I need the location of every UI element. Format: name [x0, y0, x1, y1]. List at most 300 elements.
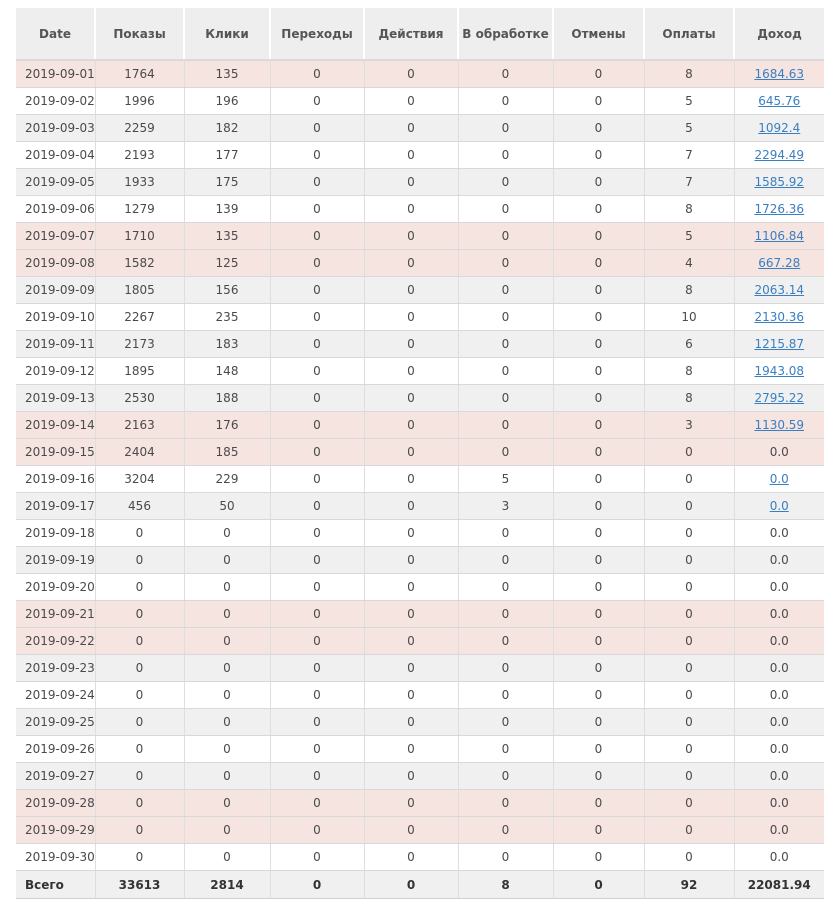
cancels-cell: 0 [553, 385, 644, 412]
income-link[interactable]: 667.28 [758, 256, 801, 270]
income-link[interactable]: 2130.36 [754, 310, 805, 324]
processing-cell: 0 [458, 277, 553, 304]
payments-cell: 0 [644, 790, 734, 817]
actions-cell: 0 [364, 250, 458, 277]
processing-cell: 0 [458, 60, 553, 88]
payments-cell: 5 [644, 88, 734, 115]
clicks-cell: 0 [184, 601, 270, 628]
cancels-cell: 0 [553, 628, 644, 655]
actions-cell: 0 [364, 88, 458, 115]
actions-cell: 0 [364, 277, 458, 304]
income-cell [734, 223, 824, 250]
payments-cell: 0 [644, 844, 734, 871]
date-cell: 2019-09-21 [16, 601, 95, 628]
income-value: 0.0 [769, 580, 789, 594]
column-header-actions[interactable]: Действия [364, 8, 458, 60]
income-cell [734, 466, 824, 493]
actions-cell: 0 [364, 412, 458, 439]
income-link[interactable]: 2063.14 [754, 283, 805, 297]
table-row [16, 655, 824, 682]
actions-cell: 0 [364, 547, 458, 574]
payments-cell: 0 [644, 682, 734, 709]
total-cancels: 0 [553, 871, 644, 899]
transitions-cell: 0 [270, 493, 364, 520]
date-cell: 2019-09-03 [16, 115, 95, 142]
payments-cell: 8 [644, 385, 734, 412]
date-cell: 2019-09-29 [16, 817, 95, 844]
date-cell: 2019-09-28 [16, 790, 95, 817]
income-link[interactable]: 1215.87 [754, 337, 805, 351]
processing-cell: 0 [458, 790, 553, 817]
daily-stats-table [16, 8, 824, 899]
transitions-cell: 0 [270, 115, 364, 142]
impressions-cell: 0 [95, 709, 184, 736]
table-row [16, 790, 824, 817]
column-header-clicks[interactable]: Клики [184, 8, 270, 60]
income-cell [734, 844, 824, 871]
processing-cell: 0 [458, 196, 553, 223]
income-link[interactable]: 1130.59 [754, 418, 805, 432]
clicks-cell: 175 [184, 169, 270, 196]
processing-cell: 3 [458, 493, 553, 520]
income-cell [734, 817, 824, 844]
clicks-cell: 0 [184, 790, 270, 817]
payments-cell: 0 [644, 547, 734, 574]
processing-cell: 0 [458, 439, 553, 466]
actions-cell: 0 [364, 682, 458, 709]
date-cell: 2019-09-08 [16, 250, 95, 277]
clicks-cell: 235 [184, 304, 270, 331]
table-row [16, 60, 824, 88]
table-row [16, 628, 824, 655]
impressions-cell: 2193 [95, 142, 184, 169]
income-cell [734, 763, 824, 790]
processing-cell: 0 [458, 331, 553, 358]
income-cell [734, 60, 824, 88]
actions-cell: 0 [364, 304, 458, 331]
income-value: 0.0 [769, 796, 789, 810]
actions-cell: 0 [364, 331, 458, 358]
impressions-cell: 3204 [95, 466, 184, 493]
income-link[interactable]: 0.0 [769, 472, 789, 486]
income-cell [734, 169, 824, 196]
clicks-cell: 0 [184, 844, 270, 871]
impressions-cell: 1764 [95, 60, 184, 88]
income-cell [734, 142, 824, 169]
table-body [16, 60, 824, 899]
actions-cell: 0 [364, 736, 458, 763]
actions-cell: 0 [364, 142, 458, 169]
cancels-cell: 0 [553, 844, 644, 871]
impressions-cell: 0 [95, 628, 184, 655]
income-link[interactable]: 1092.4 [758, 121, 801, 135]
date-cell: 2019-09-24 [16, 682, 95, 709]
actions-cell: 0 [364, 790, 458, 817]
income-cell [734, 250, 824, 277]
transitions-cell: 0 [270, 520, 364, 547]
transitions-cell: 0 [270, 682, 364, 709]
table-row [16, 223, 824, 250]
impressions-cell: 2267 [95, 304, 184, 331]
impressions-cell: 0 [95, 601, 184, 628]
income-cell [734, 493, 824, 520]
transitions-cell: 0 [270, 547, 364, 574]
processing-cell: 0 [458, 385, 553, 412]
impressions-cell: 0 [95, 817, 184, 844]
income-link[interactable]: 1585.92 [754, 175, 805, 189]
processing-cell: 0 [458, 682, 553, 709]
table-row [16, 169, 824, 196]
column-header-date[interactable]: Date [16, 8, 95, 60]
impressions-cell: 0 [95, 547, 184, 574]
cancels-cell: 0 [553, 142, 644, 169]
impressions-cell: 1279 [95, 196, 184, 223]
processing-cell: 0 [458, 142, 553, 169]
date-cell: 2019-09-09 [16, 277, 95, 304]
processing-cell: 0 [458, 412, 553, 439]
table-row [16, 358, 824, 385]
payments-cell: 0 [644, 763, 734, 790]
actions-cell: 0 [364, 439, 458, 466]
impressions-cell: 1895 [95, 358, 184, 385]
income-cell [734, 547, 824, 574]
transitions-cell: 0 [270, 169, 364, 196]
cancels-cell: 0 [553, 736, 644, 763]
date-cell: 2019-09-07 [16, 223, 95, 250]
impressions-cell: 0 [95, 763, 184, 790]
cancels-cell: 0 [553, 655, 644, 682]
income-value: 0.0 [769, 445, 789, 459]
processing-cell: 0 [458, 115, 553, 142]
table-row [16, 709, 824, 736]
income-link[interactable]: 2795.22 [754, 391, 805, 405]
date-cell: 2019-09-30 [16, 844, 95, 871]
date-cell: 2019-09-14 [16, 412, 95, 439]
total-processing: 8 [458, 871, 553, 899]
payments-cell: 8 [644, 196, 734, 223]
payments-cell: 8 [644, 60, 734, 88]
date-cell: 2019-09-02 [16, 88, 95, 115]
date-cell: 2019-09-06 [16, 196, 95, 223]
payments-cell: 5 [644, 115, 734, 142]
date-cell: 2019-09-15 [16, 439, 95, 466]
table-row [16, 115, 824, 142]
payments-cell: 0 [644, 601, 734, 628]
payments-cell: 6 [644, 331, 734, 358]
payments-cell: 0 [644, 493, 734, 520]
payments-cell: 3 [644, 412, 734, 439]
clicks-cell: 0 [184, 736, 270, 763]
impressions-cell: 2163 [95, 412, 184, 439]
transitions-cell: 0 [270, 331, 364, 358]
transitions-cell: 0 [270, 277, 364, 304]
processing-cell: 0 [458, 844, 553, 871]
processing-cell: 0 [458, 817, 553, 844]
processing-cell: 0 [458, 88, 553, 115]
payments-cell: 8 [644, 277, 734, 304]
stats-table-container [16, 8, 824, 899]
impressions-cell: 0 [95, 844, 184, 871]
payments-cell: 7 [644, 142, 734, 169]
transitions-cell: 0 [270, 358, 364, 385]
cancels-cell: 0 [553, 223, 644, 250]
payments-cell: 0 [644, 439, 734, 466]
table-row [16, 763, 824, 790]
column-header-impressions[interactable]: Показы [95, 8, 184, 60]
payments-cell: 4 [644, 250, 734, 277]
total-row [16, 871, 824, 899]
actions-cell: 0 [364, 385, 458, 412]
table-row [16, 439, 824, 466]
impressions-cell: 1933 [95, 169, 184, 196]
transitions-cell: 0 [270, 628, 364, 655]
table-row [16, 250, 824, 277]
transitions-cell: 0 [270, 655, 364, 682]
income-value: 0.0 [769, 850, 789, 864]
cancels-cell: 0 [553, 763, 644, 790]
clicks-cell: 176 [184, 412, 270, 439]
impressions-cell: 1805 [95, 277, 184, 304]
column-header-income[interactable]: Доход [734, 8, 824, 60]
processing-cell: 0 [458, 628, 553, 655]
table-row [16, 682, 824, 709]
processing-cell: 0 [458, 547, 553, 574]
clicks-cell: 148 [184, 358, 270, 385]
income-cell [734, 358, 824, 385]
column-header-transitions[interactable]: Переходы [270, 8, 364, 60]
total-label: Всего [16, 871, 95, 899]
income-cell [734, 655, 824, 682]
cancels-cell: 0 [553, 574, 644, 601]
date-cell: 2019-09-22 [16, 628, 95, 655]
processing-cell: 0 [458, 601, 553, 628]
cancels-cell: 0 [553, 60, 644, 88]
transitions-cell: 0 [270, 736, 364, 763]
impressions-cell: 0 [95, 520, 184, 547]
table-row [16, 304, 824, 331]
income-value: 0.0 [769, 607, 789, 621]
clicks-cell: 229 [184, 466, 270, 493]
payments-cell: 0 [644, 628, 734, 655]
date-cell: 2019-09-18 [16, 520, 95, 547]
total-actions: 0 [364, 871, 458, 899]
transitions-cell: 0 [270, 817, 364, 844]
transitions-cell: 0 [270, 601, 364, 628]
impressions-cell: 1582 [95, 250, 184, 277]
total-impressions: 33613 [95, 871, 184, 899]
income-cell [734, 709, 824, 736]
cancels-cell: 0 [553, 250, 644, 277]
transitions-cell: 0 [270, 439, 364, 466]
income-cell [734, 196, 824, 223]
income-cell [734, 412, 824, 439]
actions-cell: 0 [364, 60, 458, 88]
processing-cell: 0 [458, 709, 553, 736]
impressions-cell: 0 [95, 655, 184, 682]
cancels-cell: 0 [553, 493, 644, 520]
income-cell [734, 115, 824, 142]
income-value: 0.0 [769, 715, 789, 729]
income-cell [734, 736, 824, 763]
cancels-cell: 0 [553, 709, 644, 736]
column-header-cancels[interactable]: Отмены [553, 8, 644, 60]
payments-cell: 7 [644, 169, 734, 196]
clicks-cell: 0 [184, 547, 270, 574]
actions-cell: 0 [364, 493, 458, 520]
date-cell: 2019-09-04 [16, 142, 95, 169]
impressions-cell: 0 [95, 790, 184, 817]
table-row [16, 817, 824, 844]
clicks-cell: 182 [184, 115, 270, 142]
impressions-cell: 2404 [95, 439, 184, 466]
payments-cell: 5 [644, 223, 734, 250]
processing-cell: 0 [458, 520, 553, 547]
date-cell: 2019-09-05 [16, 169, 95, 196]
transitions-cell: 0 [270, 709, 364, 736]
income-value: 0.0 [769, 553, 789, 567]
clicks-cell: 139 [184, 196, 270, 223]
actions-cell: 0 [364, 466, 458, 493]
clicks-cell: 0 [184, 628, 270, 655]
total-transitions: 0 [270, 871, 364, 899]
cancels-cell: 0 [553, 358, 644, 385]
cancels-cell: 0 [553, 601, 644, 628]
table-row [16, 196, 824, 223]
actions-cell: 0 [364, 520, 458, 547]
income-cell [734, 439, 824, 466]
actions-cell: 0 [364, 844, 458, 871]
income-link[interactable]: 2294.49 [754, 148, 805, 162]
column-header-processing[interactable]: В обработке [458, 8, 553, 60]
clicks-cell: 135 [184, 60, 270, 88]
processing-cell: 5 [458, 466, 553, 493]
payments-cell: 0 [644, 520, 734, 547]
payments-cell: 8 [644, 358, 734, 385]
clicks-cell: 156 [184, 277, 270, 304]
income-link[interactable]: 1726.36 [754, 202, 805, 216]
processing-cell: 0 [458, 763, 553, 790]
table-row [16, 493, 824, 520]
processing-cell: 0 [458, 250, 553, 277]
cancels-cell: 0 [553, 439, 644, 466]
income-link[interactable]: 1943.08 [754, 364, 805, 378]
date-cell: 2019-09-20 [16, 574, 95, 601]
impressions-cell: 2530 [95, 385, 184, 412]
transitions-cell: 0 [270, 60, 364, 88]
clicks-cell: 135 [184, 223, 270, 250]
table-row [16, 547, 824, 574]
cancels-cell: 0 [553, 169, 644, 196]
table-row [16, 466, 824, 493]
date-cell: 2019-09-13 [16, 385, 95, 412]
column-header-payments[interactable]: Оплаты [644, 8, 734, 60]
cancels-cell: 0 [553, 817, 644, 844]
processing-cell: 0 [458, 574, 553, 601]
cancels-cell: 0 [553, 412, 644, 439]
cancels-cell: 0 [553, 790, 644, 817]
date-cell: 2019-09-19 [16, 547, 95, 574]
processing-cell: 0 [458, 223, 553, 250]
income-value: 0.0 [769, 769, 789, 783]
date-cell: 2019-09-26 [16, 736, 95, 763]
payments-cell: 0 [644, 709, 734, 736]
table-row [16, 385, 824, 412]
impressions-cell: 0 [95, 574, 184, 601]
clicks-cell: 0 [184, 817, 270, 844]
income-link[interactable]: 1684.63 [754, 67, 805, 81]
actions-cell: 0 [364, 574, 458, 601]
transitions-cell: 0 [270, 196, 364, 223]
payments-cell: 0 [644, 817, 734, 844]
payments-cell: 0 [644, 466, 734, 493]
income-cell [734, 331, 824, 358]
table-row [16, 412, 824, 439]
income-cell [734, 790, 824, 817]
clicks-cell: 0 [184, 763, 270, 790]
date-cell: 2019-09-12 [16, 358, 95, 385]
payments-cell: 0 [644, 574, 734, 601]
cancels-cell: 0 [553, 331, 644, 358]
income-cell [734, 574, 824, 601]
processing-cell: 0 [458, 655, 553, 682]
transitions-cell: 0 [270, 574, 364, 601]
clicks-cell: 185 [184, 439, 270, 466]
table-row [16, 736, 824, 763]
clicks-cell: 177 [184, 142, 270, 169]
transitions-cell: 0 [270, 88, 364, 115]
impressions-cell: 0 [95, 736, 184, 763]
table-row [16, 601, 824, 628]
clicks-cell: 188 [184, 385, 270, 412]
income-link[interactable]: 645.76 [758, 94, 801, 108]
income-cell [734, 682, 824, 709]
total-clicks: 2814 [184, 871, 270, 899]
transitions-cell: 0 [270, 763, 364, 790]
payments-cell: 0 [644, 655, 734, 682]
table-header [16, 8, 824, 60]
income-value: 0.0 [769, 823, 789, 837]
income-cell [734, 520, 824, 547]
transitions-cell: 0 [270, 304, 364, 331]
impressions-cell: 2259 [95, 115, 184, 142]
income-link[interactable]: 0.0 [769, 499, 789, 513]
clicks-cell: 0 [184, 520, 270, 547]
actions-cell: 0 [364, 223, 458, 250]
impressions-cell: 456 [95, 493, 184, 520]
cancels-cell: 0 [553, 115, 644, 142]
impressions-cell: 1996 [95, 88, 184, 115]
income-cell [734, 601, 824, 628]
transitions-cell: 0 [270, 223, 364, 250]
actions-cell: 0 [364, 655, 458, 682]
actions-cell: 0 [364, 763, 458, 790]
total-income: 22081.94 [734, 871, 824, 899]
date-cell: 2019-09-11 [16, 331, 95, 358]
income-link[interactable]: 1106.84 [754, 229, 805, 243]
cancels-cell: 0 [553, 547, 644, 574]
table-row [16, 520, 824, 547]
table-row [16, 574, 824, 601]
date-cell: 2019-09-17 [16, 493, 95, 520]
processing-cell: 0 [458, 169, 553, 196]
cancels-cell: 0 [553, 304, 644, 331]
actions-cell: 0 [364, 358, 458, 385]
date-cell: 2019-09-16 [16, 466, 95, 493]
income-value: 0.0 [769, 634, 789, 648]
processing-cell: 0 [458, 736, 553, 763]
income-value: 0.0 [769, 742, 789, 756]
date-cell: 2019-09-01 [16, 60, 95, 88]
